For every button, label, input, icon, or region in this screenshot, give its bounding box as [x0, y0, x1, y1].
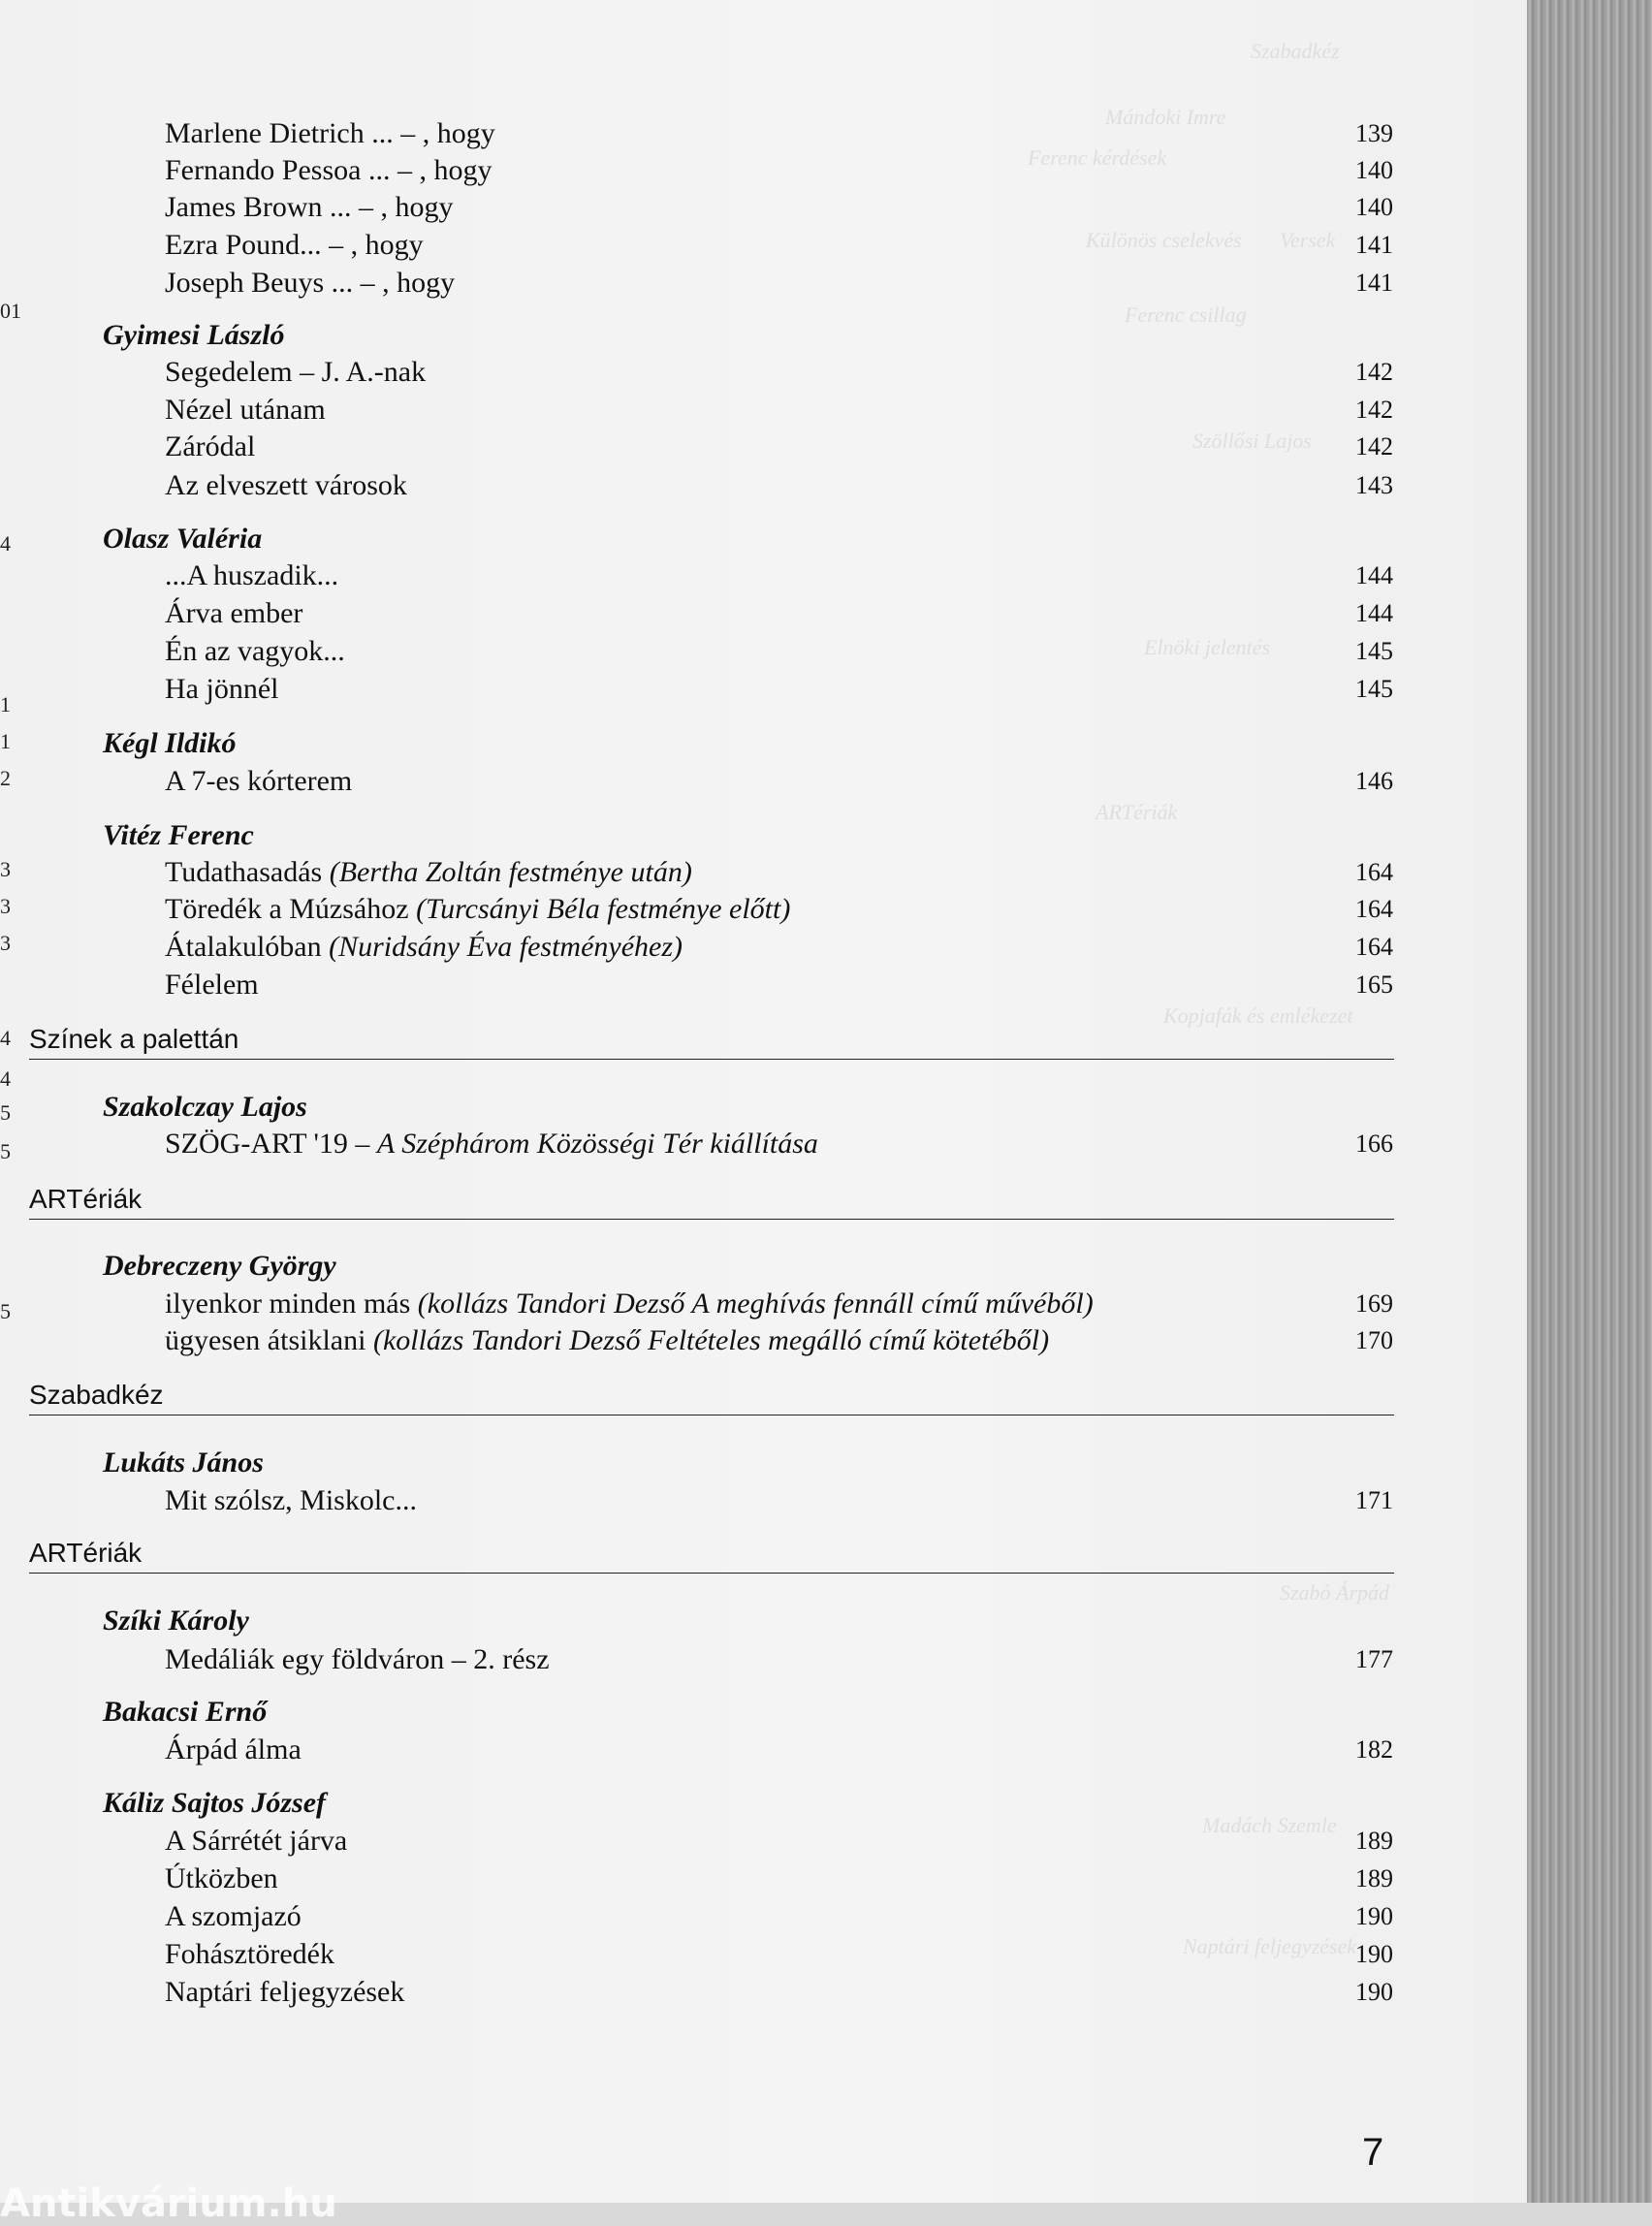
entry-page: 165: [1355, 970, 1393, 999]
toc-entry: [165, 762, 1527, 801]
entry-page: 190: [1355, 1978, 1393, 2006]
toc-entry: [165, 1935, 1527, 1974]
entry-subtitle: (kollázs Tandori Dezső A meghívás fennáll című művéből): [417, 1288, 1094, 1320]
entry-title: SZÖG-ART '19 –: [165, 1128, 377, 1160]
entry-title: Félelem: [165, 969, 259, 1001]
margin-mark: 1: [0, 692, 11, 716]
entry-page: 171: [1355, 1486, 1393, 1514]
toc-entry: [165, 1860, 1527, 1898]
entry-title: Ezra Pound... – , hogy: [165, 229, 424, 261]
bleed-through-text: Versek: [1280, 228, 1336, 252]
entry-page: 182: [1355, 1735, 1393, 1764]
entry-title: ilyenkor minden más: [165, 1288, 418, 1320]
toc-entry: [165, 1973, 1527, 2012]
bleed-through-text: Szabadkéz: [1251, 39, 1340, 63]
bleed-through-text: Naptári feljegyzések: [1183, 1934, 1357, 1958]
entry-title: Árpád álma: [165, 1733, 302, 1765]
entry-page: 140: [1355, 193, 1393, 221]
margin-mark: 5: [0, 1100, 11, 1125]
entry-page: 190: [1355, 1902, 1393, 1930]
author-name: Bakacsi Ernő: [103, 1696, 268, 1728]
margin-mark: 4: [0, 1026, 11, 1050]
entry-title: Tudathasadás: [165, 856, 330, 888]
entry-title: A 7-es kórterem: [165, 765, 353, 797]
margin-mark: 5: [0, 1299, 11, 1323]
author-name: Kégl Ildikó: [103, 727, 237, 759]
toc-entry: [165, 264, 1527, 302]
margin-mark: 3: [0, 894, 11, 918]
toc-entry: [165, 466, 1527, 505]
toc-entry: [165, 1125, 1527, 1163]
entry-page: 190: [1355, 1940, 1393, 1968]
entry-subtitle: (kollázs Tandori Dezső Feltételes megálló című kötetéből): [372, 1324, 1050, 1356]
section-heading: ARTériák: [29, 1180, 1394, 1220]
entry-page: 142: [1355, 396, 1393, 424]
toc-entry: [165, 1321, 1527, 1360]
entry-page: 142: [1355, 432, 1393, 461]
author-name: Szakolczay Lajos: [103, 1091, 307, 1123]
toc-entry: [165, 853, 1527, 892]
entry-title: Útközben: [165, 1862, 278, 1894]
section-heading: ARTériák: [29, 1534, 1394, 1574]
entry-title: Medáliák egy földváron – 2. rész: [165, 1643, 550, 1675]
margin-mark: 4: [0, 531, 11, 556]
toc-entry: [165, 1731, 1527, 1769]
entry-title: Árva ember: [165, 597, 303, 629]
entry-page: 189: [1355, 1864, 1393, 1892]
entry-title: A Sárrétét járva: [165, 1825, 348, 1857]
author-name: Olasz Valéria: [103, 523, 263, 555]
bleed-through-text: Mándoki Imre: [1105, 105, 1226, 129]
margin-mark: 3: [0, 931, 11, 955]
margin-mark: 1: [0, 729, 11, 753]
author-name: Debreczeny György: [103, 1250, 336, 1282]
entry-title: Fernando Pessoa ... – , hogy: [165, 154, 492, 186]
bleed-through-text: Ferenc csillag: [1125, 302, 1247, 327]
page-edge-stack: [1527, 0, 1652, 2203]
entry-page: 142: [1355, 358, 1393, 386]
entry-title: Átalakulóban: [165, 931, 330, 963]
author-name: Lukáts János: [103, 1447, 264, 1479]
entry-title: James Brown ... – , hogy: [165, 191, 454, 223]
entry-title: Nézel utánam: [165, 394, 326, 426]
entry-title: Töredék a Múzsához: [165, 893, 417, 925]
entry-page: 164: [1355, 933, 1393, 961]
entry-page: 140: [1355, 156, 1393, 184]
toc-entry: [165, 428, 1527, 466]
toc-entry: [165, 188, 1527, 227]
toc-entry: [165, 1640, 1527, 1679]
toc-entry: [165, 1285, 1527, 1323]
margin-mark: 3: [0, 857, 11, 881]
entry-title: ügyesen átsiklani: [165, 1324, 373, 1356]
entry-page: 143: [1355, 471, 1393, 499]
bleed-through-text: Szöllősi Lajos: [1192, 429, 1312, 453]
margin-mark: 2: [0, 766, 11, 790]
entry-title: Naptári feljegyzések: [165, 1976, 405, 2008]
author-name: Káliz Sajtos József: [103, 1787, 327, 1819]
author-name: Szíki Károly: [103, 1605, 249, 1637]
entry-subtitle: (Turcsányi Béla festménye előtt): [416, 893, 791, 925]
entry-title: Az elveszett városok: [165, 469, 407, 501]
author-name: Vitéz Ferenc: [103, 819, 254, 851]
entry-title: Én az vagyok...: [165, 635, 345, 667]
section-heading: Szabadkéz: [29, 1376, 1394, 1415]
margin-mark: 4: [0, 1066, 11, 1091]
entry-title: Segedelem – J. A.-nak: [165, 356, 427, 388]
entry-title: Marlene Dietrich ... – , hogy: [165, 117, 495, 149]
entry-page: 139: [1355, 119, 1393, 147]
entry-page: 141: [1355, 269, 1393, 297]
watermark: Antikvárium.hu: [0, 2181, 337, 2226]
entry-page: 146: [1355, 767, 1393, 795]
margin-mark: 5: [0, 1139, 11, 1163]
toc-entry: [165, 226, 1527, 265]
toc-entry: [165, 1897, 1527, 1936]
entry-page: 164: [1355, 895, 1393, 923]
toc-entry: [165, 670, 1527, 709]
toc-entry: [165, 151, 1527, 190]
bleed-through-text: Különös cselekvés: [1086, 228, 1242, 252]
toc-entry: [165, 966, 1527, 1004]
entry-subtitle: (Bertha Zoltán festménye után): [329, 856, 692, 888]
entry-page: 166: [1355, 1129, 1393, 1158]
entry-page: 144: [1355, 599, 1393, 627]
toc-entry: [165, 594, 1527, 633]
entry-title: Fohásztöredék: [165, 1938, 334, 1970]
entry-title: A szomjazó: [165, 1900, 302, 1932]
toc-entry: [165, 353, 1527, 392]
toc-entry: [165, 391, 1527, 429]
entry-page: 164: [1355, 858, 1393, 886]
toc-entry: [165, 556, 1527, 595]
entry-subtitle: A Széphárom Közösségi Tér kiállítása: [376, 1128, 818, 1160]
margin-mark: 01: [0, 299, 21, 323]
entry-page: 177: [1355, 1645, 1393, 1673]
page-number: 7: [1362, 2131, 1384, 2174]
bleed-through-text: Ferenc kérdések: [1028, 145, 1167, 170]
toc-entry: [165, 632, 1527, 671]
entry-page: 189: [1355, 1827, 1393, 1855]
bleed-through-text: Szabó Árpád: [1280, 1580, 1390, 1605]
entry-page: 169: [1355, 1289, 1393, 1318]
toc-entry: [165, 890, 1527, 929]
bleed-through-text: Elnöki jelentés: [1144, 635, 1271, 659]
section-heading: Színek a palettán: [29, 1020, 1394, 1060]
toc-entry: [165, 114, 1527, 153]
bleed-through-text: ARTériák: [1096, 800, 1178, 824]
entry-title: Mit szólsz, Miskolc...: [165, 1484, 417, 1516]
entry-title: Joseph Beuys ... – , hogy: [165, 267, 456, 299]
entry-subtitle: (Nuridsány Éva festményéhez): [329, 931, 683, 963]
entry-page: 145: [1355, 637, 1393, 665]
toc-entry: [165, 1481, 1527, 1520]
entry-title: ...A huszadik...: [165, 559, 339, 591]
bleed-through-text: Kopjafák és emlékezet: [1163, 1003, 1353, 1028]
entry-page: 144: [1355, 561, 1393, 589]
entry-page: 170: [1355, 1326, 1393, 1354]
entry-page: 141: [1355, 231, 1393, 259]
entry-title: Záródal: [165, 430, 256, 462]
entry-title: Ha jönnél: [165, 673, 279, 705]
toc-entry: [165, 1822, 1527, 1860]
toc-entry: [165, 928, 1527, 967]
bleed-through-text: Madách Szemle: [1202, 1813, 1337, 1837]
author-name: Gyimesi László: [103, 319, 285, 351]
entry-page: 145: [1355, 675, 1393, 703]
